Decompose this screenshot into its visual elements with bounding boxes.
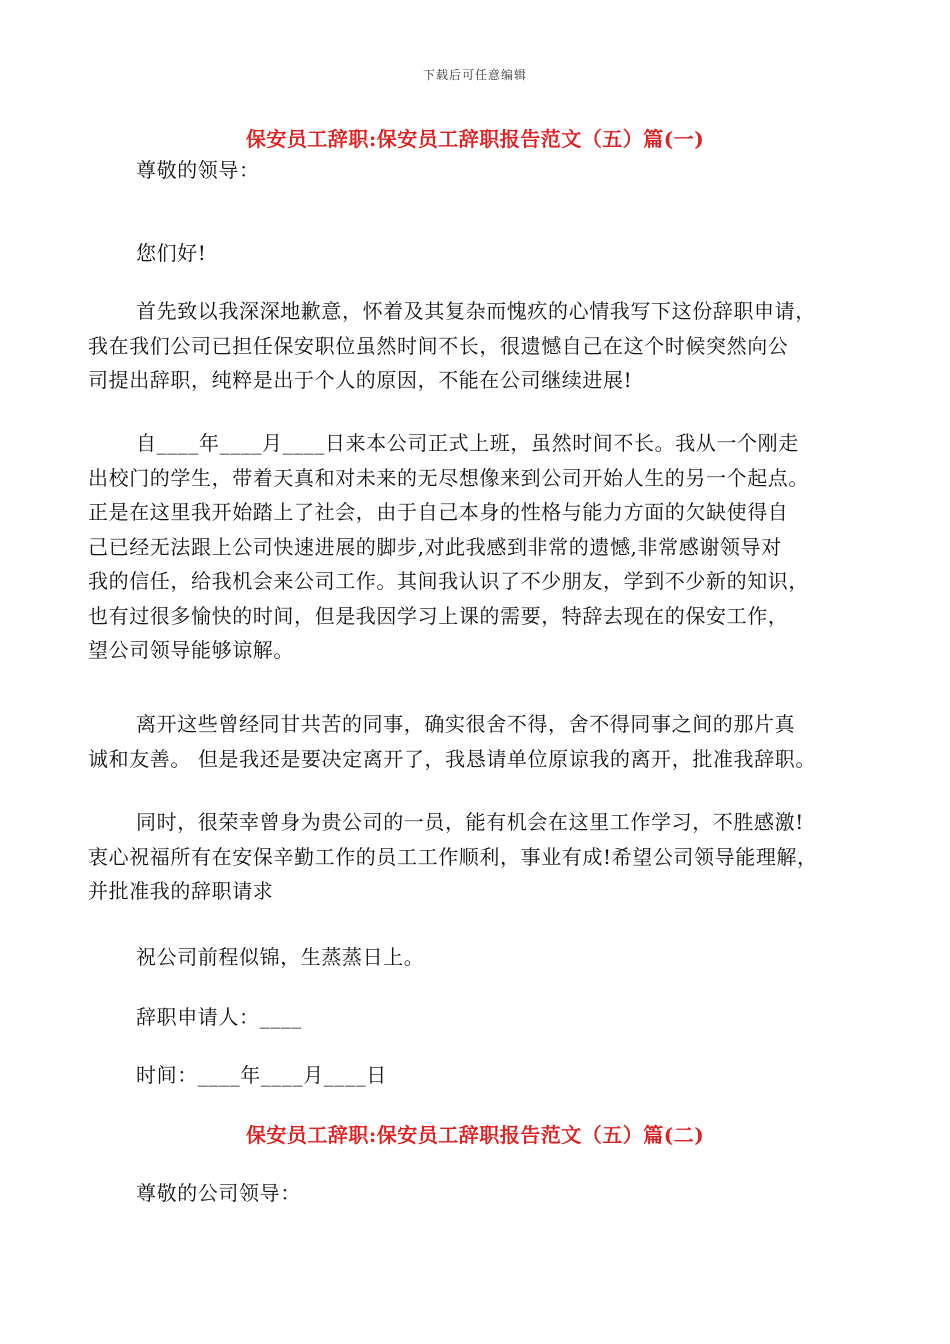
paragraph-3-line: 诚和友善。 但是我还是要决定离开了，我恳请单位原谅我的离开，批准我辞职。 [88,746,816,771]
paragraph-3-line: 离开这些曾经同甘共苦的同事，确实很舍不得，舍不得同事之间的那片真 [136,712,796,736]
paragraph-2-line: 也有过很多愉快的时间，但是我因学习上课的需要，特辞去现在的保安工作， [88,603,789,628]
paragraph-4-line: 并批准我的辞职请求 [88,879,274,903]
paragraph-1-line: 首先致以我深深地歉意，怀着及其复杂而愧疚的心情我写下这份辞职申请， [136,299,816,323]
document-title-1: 保安员工辞职:保安员工辞职报告范文（五）篇(一) [245,127,705,151]
salutation-2: 尊敬的公司领导： [136,1181,301,1205]
paragraph-2-line: 望公司领导能够谅解。 [88,638,294,662]
paragraph-4-line: 衷心祝福所有在安保辛勤工作的员工工作顺利，事业有成!希望公司领导能理解， [88,844,818,869]
paragraph-2-line: 出校门的学生，带着天真和对未来的无尽想像来到公司开始人生的另一个起点。 [88,465,809,490]
paragraph-3 [88,707,878,776]
paragraph-2-line: 己已经无法跟上公司快速进展的脚步,对此我感到非常的遗憾,非常感谢领导对 [88,534,782,559]
paragraph-1-line: 我在我们公司已担任保安职位虽然时间不长，很遗憾自己在这个时候突然向公 [88,333,789,358]
paragraph-1 [88,294,878,398]
paragraph-2-line: 正是在这里我开始踏上了社会，由于自己本身的性格与能力方面的欠缺使得自 [88,500,789,524]
header-note: 下载后可任意编辑 [422,68,527,82]
date-line: 时间：____年____月____日 [136,1063,387,1087]
paragraph-2 [88,426,878,668]
document-title-2: 保安员工辞职:保安员工辞职报告范文（五）篇(二) [245,1123,705,1147]
paragraph-4 [88,805,878,909]
greeting: 您们好! [136,241,207,265]
paragraph-2-line: 自____年____月____日来本公司正式上班，虽然时间不长。我从一个刚走 [136,431,799,455]
closing-wish: 祝公司前程似锦，生蒸蒸日上。 [136,945,425,969]
applicant-line: 辞职申请人：____ [136,1005,302,1029]
paragraph-4-line: 同时，很荣幸曾身为贵公司的一员，能有机会在这里工作学习，不胜感激! [136,810,804,834]
paragraph-2-line: 我的信任，给我机会来公司工作。其间我认识了不少朋友，学到不少新的知识， [88,569,809,593]
salutation-1: 尊敬的领导： [136,158,260,182]
paragraph-1-line: 司提出辞职，纯粹是出于个人的原因，不能在公司继续进展! [88,368,633,392]
